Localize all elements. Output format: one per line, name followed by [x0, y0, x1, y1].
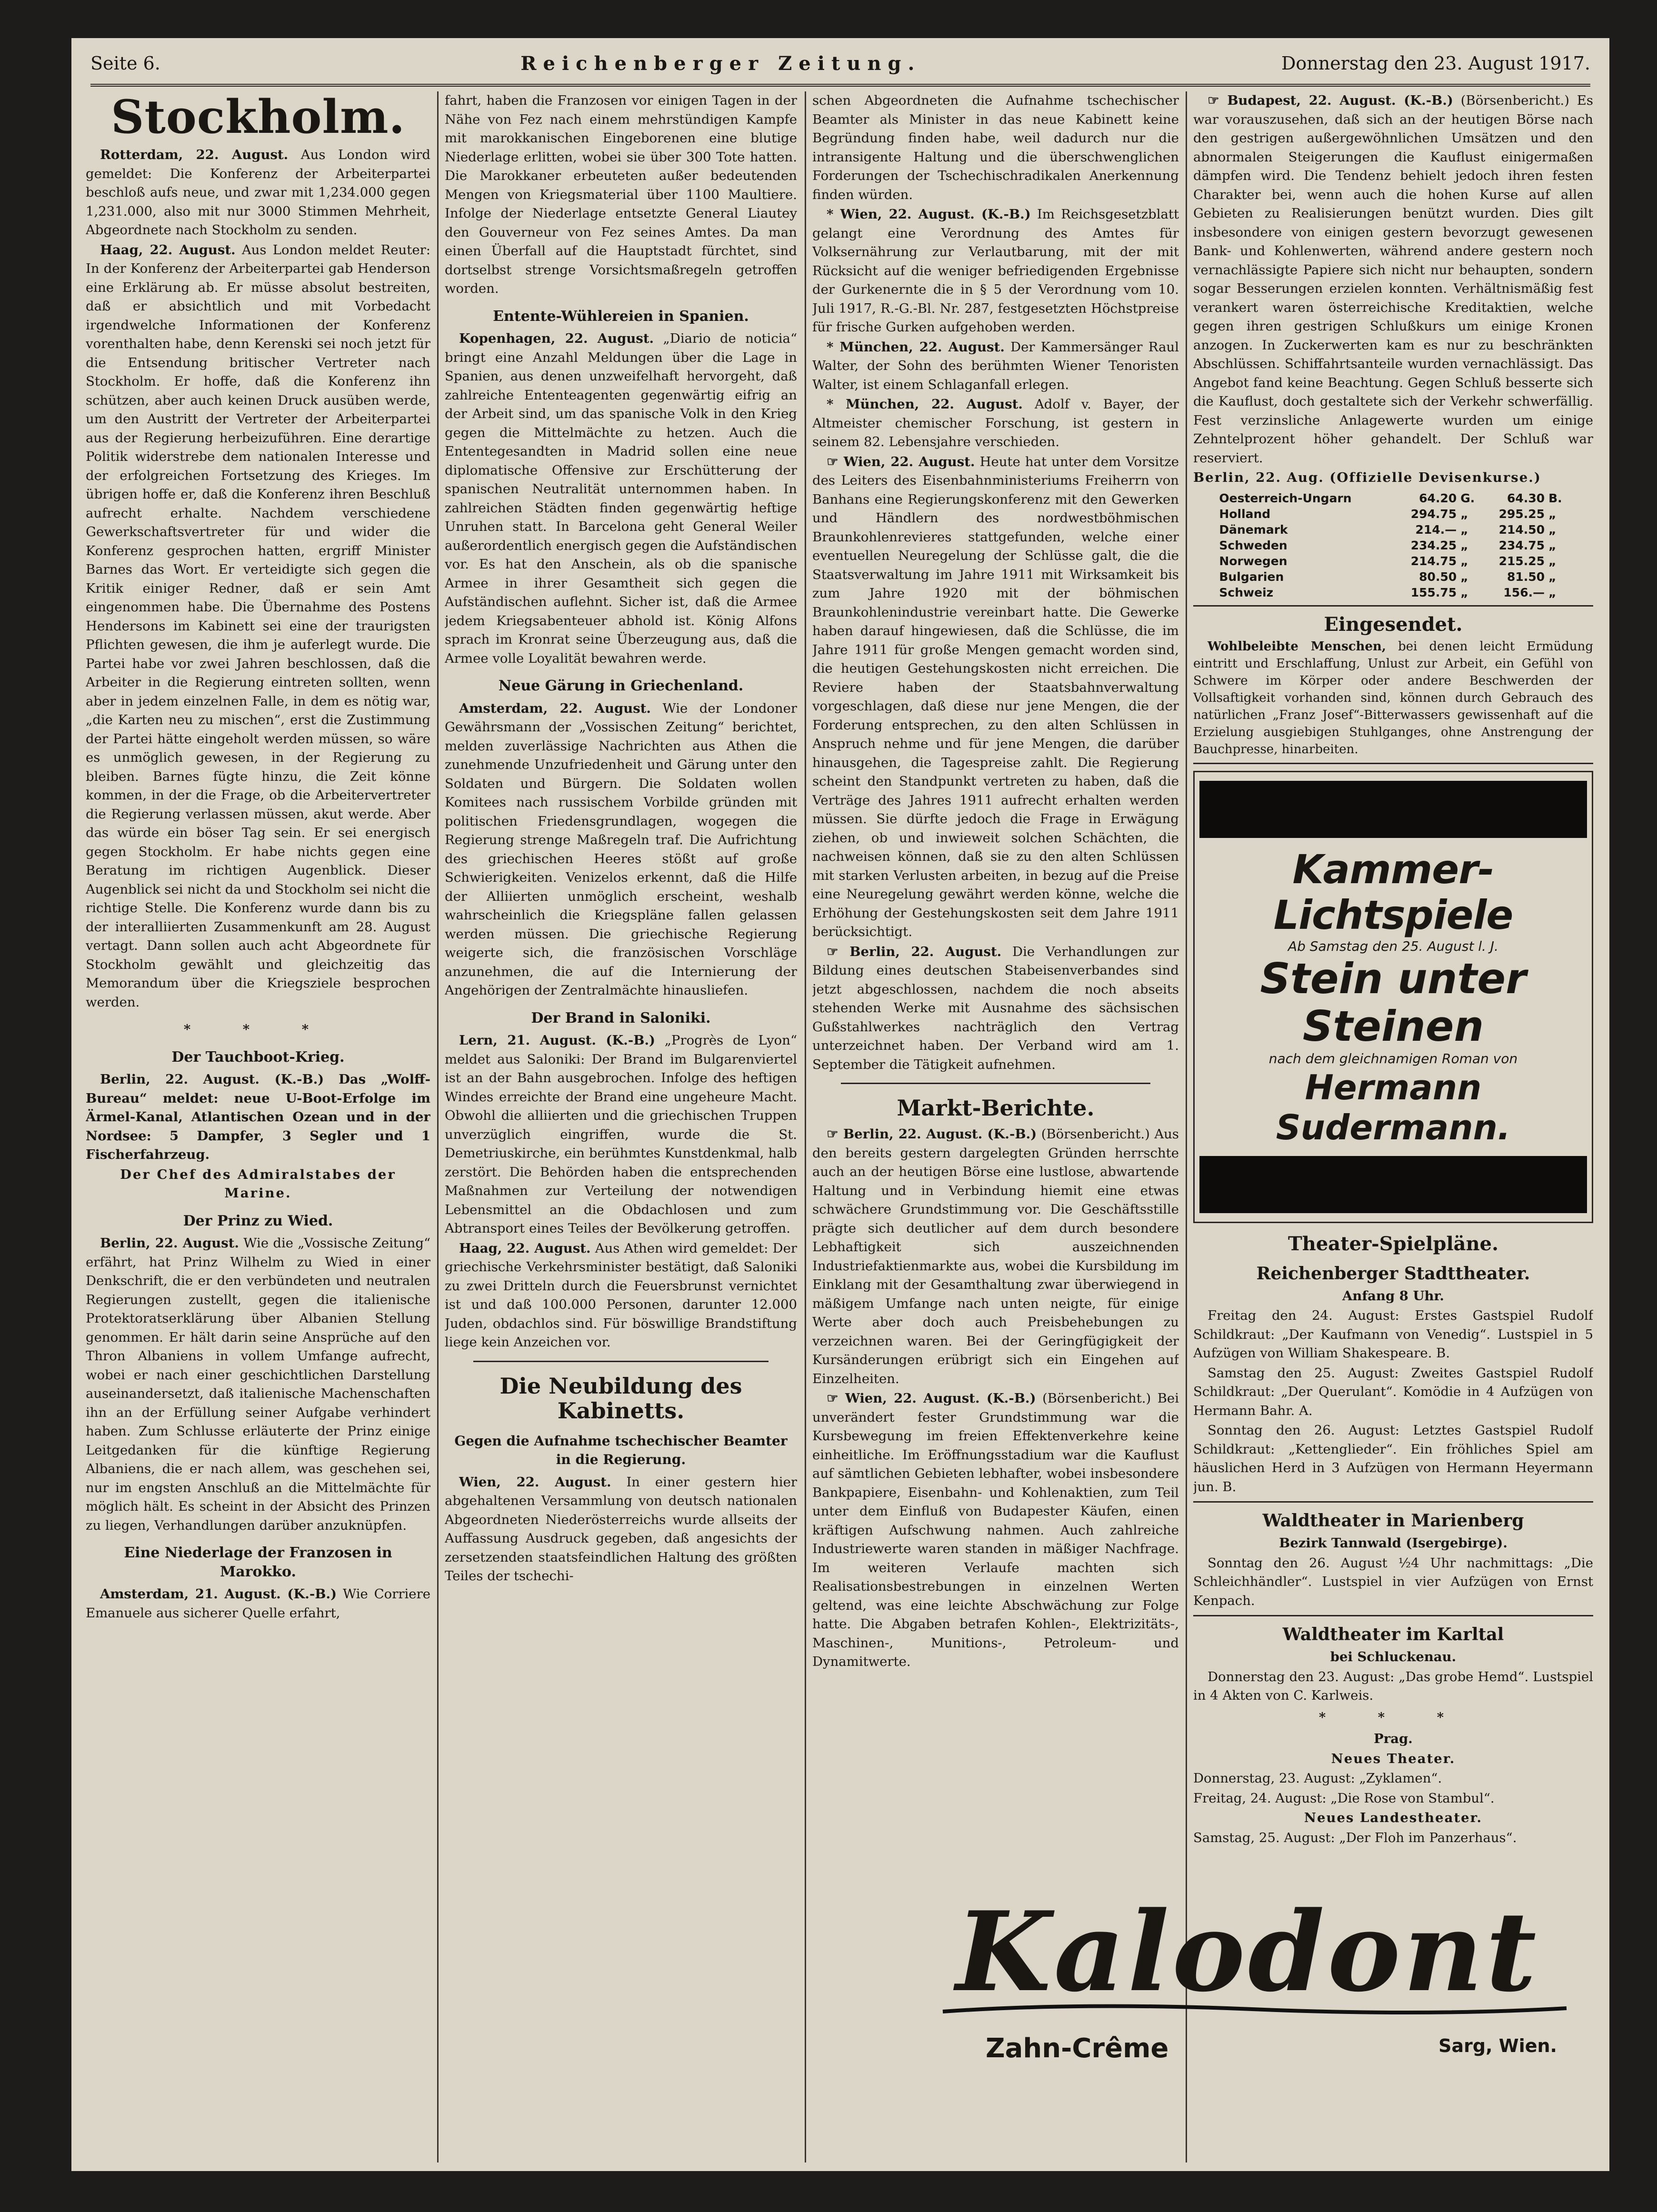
theater-listing: Samstag, 25. August: „Der Floh im Panzerhaus“.: [1193, 1830, 1517, 1845]
theater-start: Anfang 8 Uhr.: [1342, 1288, 1444, 1304]
fx-row: [1217, 569, 1569, 585]
page-number: Seite 6.: [90, 53, 160, 74]
fx-buy: 234.25: [1410, 538, 1457, 552]
fx-row: [1217, 538, 1569, 553]
section-stars: * * *: [1318, 1709, 1468, 1725]
article-paragraph: Berlin, 22. August. Wie die „Vossische Zeitung“ erfährt, hat Prinz Wilhelm zu Wied in einer Denkschrift, die er den verbündeten und neutralen Regierungen zustellt, gegen die italienische Protektoratserklärung über Albanien Stellung genommen. Er hält darin seine Ansprüche auf den Thron Albaniens in vollem Umfange aufrecht, wobei er nach einer geschichtlichen Darstellung auseinandersetzt, daß italienische Machenschaften ihn an der Erfüllung seiner Aufgabe verhindert haben. Zum Schlusse erläuterte der Prinz einige Leitgedanken für die künftige Regierung Albaniens, die er nach allem, was geschehen sei, nur im engsten Anschluß an die Mittelmächte für möglich hält. Es scheint in der Absicht des Prinzen zu liegen, Verhandlungen darüber anzuknüpfen.: [86, 1236, 430, 1533]
article-paragraph: Amsterdam, 22. August. Wie der Londoner Gewährsmann der „Vossischen Zeitung“ berichtet, melden zuverlässige Nachrichten aus Athen die zunehmende Unzufriedenheit und Gärung unter den Soldaten und Bürgern. Die Soldaten wollen Komitees nach russischem Vorbilde gründen mit politischen Friedensgrundlagen, wogegen die Regierung strenge Maßregeln traf. Die Aufrichtung des griechischen Heeres stößt auf große Schwierigkeiten. Venizelos erkennt, daß die Hilfe der Alliierten unmöglich erscheint, weshalb wahrscheinlich die Kriegspläne fallen gelassen werden müssen. Die griechische Regierung weigerte sich, die französischen Vorschläge anzunehmen, die auf die Internierung der Angehörigen der Zentralmächte hinausliefen.: [445, 700, 797, 998]
subheading: Der Tauchboot-Krieg.: [171, 1048, 345, 1066]
neues-landestheater: Neues Landestheater.: [1304, 1810, 1483, 1825]
subheading: Entente-Wühlereien in Spanien.: [493, 308, 749, 325]
kalodont-ad: [919, 1890, 1600, 2090]
eingesendet-title: Eingesendet.: [1324, 613, 1463, 636]
fx-buy-mark: G.: [1460, 491, 1475, 505]
page-header: [90, 47, 1590, 80]
article-paragraph: * München, 22. August. Der Kammersänger Raul Walter, der Sohn des berühmten Wiener Tenoristen Walter, ist einem Schlaganfall erlegen.: [812, 339, 1179, 392]
article-paragraph: * München, 22. August. Adolf v. Bayer, der Altmeister chemischer Forschung, ist gestern in seinem 82. Lebensjahre verschieden.: [812, 397, 1179, 449]
fx-buy-mark: „: [1460, 554, 1468, 568]
article-paragraph: ☞ Wien, 22. August. Heute hat unter dem Vorsitze des Leiters des Eisenbahnministeriums Freiherrn von Banhans eine Regierungskonferenz mit den Gewerken und Händlern des nordwestböhmischen Braunkohlenrevieres stattgefunden, welche einer eventuellen Neuregelung der Schlüsse galt, die die Staatsverwaltung im Jahre 1911 mit Wirksamkeit bis zum Jahre 1920 mit der böhmischen Braunkohlenindustrie vereinbart hatte. Die Gewerke haben darauf hingewiesen, daß die Schlüsse, die im Jahre 1911 für große Mengen gemacht worden sind, die heutigen Gestehungskosten nicht erreichen. Die Reviere haben der Staatsbahnverwaltung vorgeschlagen, daß diese nur jene Mengen, die der Forderung entsprechen, zu den alten Schlüssen in Anspruch nehme und für jene Mengen, die darüber hinausgehen, die Tagespreise zahlt. Die Regierung scheint den Standpunkt vertreten zu haben, daß die Verträge des Jahres 1911 aufrecht erhalten werden müssen. Sie dürfte jedoch die Frage in Erwägung ziehen, ob und inwieweit solchen Schächten, die nachweisen können, daß sie zu den alten Schlüssen mit starken Verlusten arbeiten, in bezug auf die Preise eine Neuregelung gewährt werden könne, welche die Erhöhung der Gestehungskosten seit dem Jahre 1911 berücksichtigt.: [812, 454, 1179, 939]
fx-sell: 81.50: [1507, 569, 1545, 584]
black-bar: [1199, 1156, 1587, 1213]
fx-buy: 294.75: [1410, 507, 1457, 521]
prag-heading: Prag.: [1374, 1731, 1413, 1746]
fx-title: Berlin, 22. Aug. (Offizielle Devisenkurse.): [1193, 470, 1541, 485]
fx-sell-mark: „: [1548, 585, 1557, 599]
column-4: [1193, 91, 1593, 1877]
article-paragraph: Wien, 22. August. In einer gestern hier abgehaltenen Versammlung von deutsch nationalen Abgeordneten Niederösterreichs wurde allseits der Auffassung Ausdruck gegeben, daß angesichts der zersetzenden staatsfeindlichen Haltung des größten Teiles der tschechi-: [445, 1474, 797, 1584]
column-2: [445, 91, 797, 2162]
ad-date: Ab Samstag den 25. August l. J.: [1288, 938, 1499, 954]
headline-stockholm: Stockholm.: [111, 91, 405, 144]
column-divider: [805, 91, 806, 2162]
kammer-lichtspiele-ad: [1193, 771, 1593, 1223]
article-paragraph: Kopenhagen, 22. August. „Diario de noticia“ bringt eine Anzahl Meldungen über die Lage in Spanien, aus denen unzweifelhaft hervorgeht, daß zahlreiche Ententeagenten gegenwärtig eifrig an der Arbeit sind, um das spanische Volk in den Krieg gegen die Mittelmächte zu hetzen. Auch die Ententegesandten in Madrid sollen eine neue diplomatische Offensive zur Erschütterung der spanischen Neutralität unternommen haben. In zahlreichen Städten finden gegenwärtig heftige Unruhen statt. In Barcelona geht General Weiler außerordentlich energisch gegen die Aufständischen vor. Es hat den Anschein, als ob die spanische Armee in ihrer Gesamtheit sich gegen die Aufständischen auflehnt. Sicher ist, daß die Armee jedem Kriegsabenteuer abhold ist. König Alfons sprach im Kronrat seine Überzeugung aus, daß die Armee volle Loyalität bewahren werde.: [445, 331, 797, 666]
fx-buy: 155.75: [1410, 585, 1457, 599]
subheading: Gegen die Aufnahme tschechischer Beamter in die Regierung.: [454, 1433, 788, 1467]
article-paragraph: Rotterdam, 22. August. Aus London wird gemeldet: Die Konferenz der Arbeiterpartei beschloß aufs neue, und zwar mit 1,234.000 gegen 1,231.000, also mit nur 3000 Stimmen Mehrheit, Abgeordnete nach Stockholm zu senden.: [86, 147, 430, 238]
fx-sell: 64.30: [1507, 491, 1545, 505]
subheading: Der Brand in Saloniki.: [531, 1009, 711, 1026]
fx-sell: 214.50: [1498, 522, 1545, 537]
fx-buy: 80.50: [1419, 569, 1457, 584]
fx-row: [1217, 522, 1569, 538]
fx-country: Holland: [1219, 507, 1271, 521]
theater-listing: Sonntag den 26. August ½4 Uhr nachmittags: „Die Schleichhändler“. Lustspiel in vier Aufzügen von Ernst Kenpach.: [1193, 1555, 1593, 1608]
subheading: Der Prinz zu Wied.: [183, 1212, 333, 1229]
big-headline: Die Neubildung des Kabinetts.: [499, 1373, 742, 1424]
kalodont-brand: Kalodont: [956, 1888, 1539, 2016]
waldtheater-marienberg-sub: Bezirk Tannwald (Isergebirge).: [1279, 1535, 1507, 1551]
fx-sell: 215.25: [1498, 554, 1545, 568]
neues-theater: Neues Theater.: [1331, 1751, 1456, 1766]
newspaper-title: Reichenberger Zeitung.: [520, 52, 921, 75]
kalodont-product: Zahn-Crême: [986, 2033, 1169, 2064]
fx-sell-mark: „: [1548, 538, 1557, 552]
section-stars: * * *: [183, 1022, 333, 1037]
fx-buy: 64.20: [1419, 491, 1457, 505]
fx-sell: 234.75: [1498, 538, 1545, 552]
section-rule: [1193, 1501, 1593, 1503]
waldtheater-karltal-sub: bei Schluckenau.: [1330, 1649, 1457, 1664]
kalodont-swash: [938, 2000, 1571, 2019]
theater-listing: Donnerstag den 23. August: „Das grobe Hemd“. Lustspiel in 4 Akten von C. Karlweis.: [1193, 1669, 1593, 1703]
film-title: Stein unter Steinen: [1260, 954, 1527, 1051]
waldtheater-karltal: Waldtheater im Karltal: [1282, 1624, 1504, 1644]
article-paragraph: Haag, 22. August. Aus Athen wird gemeldet: Der griechische Verkehrsminister bestätigt, daß Saloniki zu zwei Dritteln durch die Feuersbrunst vernichtet ist und daß 100.000 Personen, darunter 12.000 Juden, obdachlos sind. Für böswillige Brandstiftung liege kein Anzeichen vor.: [445, 1240, 797, 1350]
fx-buy-mark: „: [1460, 538, 1468, 552]
article-paragraph: schen Abgeordneten die Aufnahme tschechischer Beamter als Minister in das neue Kabinett keine Begründung finden habe, weil dadurch nur die intransigente Haltung und die überschwenglichen Forderungen der Tschechischradikalen Anerkennung finden würden.: [812, 93, 1179, 202]
fx-row: [1217, 553, 1569, 569]
fx-sell-mark: „: [1548, 554, 1557, 568]
fx-sell-mark: „: [1548, 569, 1557, 584]
issue-date: Donnerstag den 23. August 1917.: [1281, 53, 1590, 74]
section-rule: [1193, 605, 1593, 607]
fx-sell-mark: „: [1548, 522, 1557, 537]
fx-country: Norwegen: [1219, 554, 1288, 568]
fx-country: Schweiz: [1219, 585, 1274, 599]
kalodont-maker: Sarg, Wien.: [1438, 2035, 1557, 2056]
article-paragraph: Berlin, 22. August. (K.-B.) Das „Wolff-Bureau“ meldet: neue U-Boot-Erfolge im Ärmel-Kanal, Atlantischen Ozean und in der Nordsee: 5 Dampfer, 3 Segler und 1 Fischerfahrzeug.: [86, 1072, 430, 1162]
section-rule: [841, 1083, 1150, 1084]
subheading: Neue Gärung in Griechenland.: [498, 678, 744, 694]
article-paragraph: ☞ Berlin, 22. August. (K.-B.) (Börsenbericht.) Aus den bereits gestern dargelegten Gründen herrschte auch an der heutigen Börse eine lustlose, abwartende Haltung und in Verbindung hiemit eine etwas schwächere Grundstimmung vor. Die Geschäftsstille prägte sich deutlicher auf dem durch besondere Lebhaftigkeit sich auszeichnenden Industriefaktienmarkte aus, wobei die Kursbildung im Einklang mit der Gesamthaltung zwar überwiegend in mäßigem Umfange nach unten neigte, für einige Werte aber doch auch Preisbehebungen zu verzeichnen waren. Bei der Geringfügigkeit der Kursänderungen erübrigt sich ein Eingehen auf Einzelheiten.: [812, 1126, 1179, 1386]
ad-novel-note: nach dem gleichnamigen Roman von: [1268, 1050, 1518, 1066]
fx-country: Bulgarien: [1219, 569, 1284, 584]
fx-buy-mark: „: [1460, 507, 1468, 521]
theater-listing: Freitag, 24. August: „Die Rose von Stambul“.: [1193, 1790, 1495, 1806]
header-rule: [90, 84, 1590, 87]
column-3: [812, 91, 1179, 1877]
column-divider: [1186, 91, 1187, 2162]
article-paragraph: ☞ Berlin, 22. August. Die Verhandlungen zur Bildung eines deutschen Stabeisenverbandes sind jetzt abgeschlossen, nachdem die noch abseits stehenden Werke mit Ausnahme des sächsischen Gußstahlwerkes nachträglich den Vertrag unterzeichnet haben. Der Verband wird am 1. September die Tätigkeit aufnehmen.: [812, 944, 1179, 1072]
fx-sell-mark: B.: [1548, 491, 1562, 505]
section-rule: [1193, 1615, 1593, 1616]
theater-title: Theater-Spielpläne.: [1288, 1232, 1499, 1255]
article-paragraph: Haag, 22. August. Aus London meldet Reuter: In der Konferenz der Arbeiterpartei gab Henderson eine Erklärung ab. Er müsse absolut bestreiten, daß er absichtlich und mit Vorbedacht irgendwelche Informationen der Konferenz vorenthalten habe, denn Kerenski sei noch jetzt für die Entsendung britischer Vertreter nach Stockholm. Er hoffe, daß die Konferenz ihn schützen, aber auch keinen Druck ausüben werde, um den Austritt der Vertreter der Arbeiterpartei aus der Regierung herbeizuführen. Eine derartige Politik widerstrebe dem nationalen Interesse und der erfolgreichen Fortsetzung des Krieges. Im übrigen hoffe er, daß die Konferenz ihren Beschluß aufrecht erhalte. Nachdem verschiedene Gewerkschaftsvertreter für und wider die Konferenz gesprochen hatten, ergriff Minister Barnes das Wort. Er verteidigte sich gegen die Kritik einiger Redner, daß er sein Amt eingenommen habe. Die Übernahme des Postens Hendersons im Kabinett sei eine der traurigsten Pflichten gewesen, die ihm je auferlegt wurde. Die Partei habe vor zwei Jahren beschlossen, daß die Arbeiter in die Regierung eintreten sollten, wenn aber in jedem einzelnen Falle, in dem es nötig war, „die Karten neu zu mischen“, erst die Zustimmung der Partei hätte eingeholt werden müssen, so wäre es unmöglich gewesen, in der Regierung zu bleiben. Barnes fügte hinzu, die Zeit könne kommen, in der die Frage, ob die Arbeitervertreter die Regierung verlassen müssen, akut werde. Aber das würde ein böser Tag sein. Er sei energisch gegen Stockholm. Er habe nichts gegen eine Beratung im richtigen Augenblick. Dieser Augenblick sei nicht da und Stockholm sei nicht die richtige Stelle. Die Konferenz wurde dann bis zu der interalliierten Zusammenkunft am 28. August vertagt. Dann sollen auch acht Abgeordnete für Stockholm gewählt und gleichzeitig das Memorandum über die Kriegsziele besprochen werden.: [86, 242, 430, 1010]
theater-listing: Donnerstag, 23. August: „Zyklamen“.: [1193, 1771, 1442, 1786]
fx-row: [1217, 490, 1569, 506]
cinema-name: Kammer-Lichtspiele: [1273, 846, 1513, 938]
fx-row: [1217, 506, 1569, 522]
theater-listing: Freitag den 24. August: Erstes Gastspiel Rudolf Schildkraut: „Der Kaufmann von Venedig“. Lustspiel in 5 Aufzügen von William Shakespeare. B.: [1193, 1308, 1593, 1361]
signature: Der Chef des Admiralstabes der Marine.: [120, 1166, 396, 1201]
big-headline: Markt-Berichte.: [897, 1095, 1095, 1121]
fx-sell-mark: „: [1548, 507, 1557, 521]
fx-buy-mark: „: [1460, 522, 1468, 537]
fx-buy-mark: „: [1460, 585, 1468, 599]
theater-subtitle: Reichenberger Stadttheater.: [1256, 1263, 1530, 1284]
article-paragraph: ☞ Wien, 22. August. (K.-B.) (Börsenbericht.) Bei unverändert fester Grundstimmung war die Kursbewegung im freien Effektenverkehre keine einheitliche. Im Eröffnungsstadium war die Kauflust auf sämtlichen Gebieten lebhafter, wobei insbesondere Bankpapiere, Eisenbahn- und Kohlenaktien, zum Teil unter dem Einfluß von Budapester Käufen, einen kräftigen Aufschwung nahmen. Auch zahlreiche Industriewerte waren standen in mäßiger Nachfrage. Im weiteren Verlaufe machten sich Realisationsbestrebungen in einzelnen Werten geltend, was eine leichte Abschwächung zur Folge hatte. Die Abgaben betrafen Kohlen-, Elektrizitäts-, Maschinen-, Munitions-, Petroleum- und Dynamitwerte.: [812, 1391, 1179, 1669]
article-paragraph: Lern, 21. August. (K.-B.) „Progrès de Lyon“ meldet aus Saloniki: Der Brand im Bulgarenviertel ist an der Bahn ausgebrochen. Infolge des heftigen Windes erreichte der Brand eine ungeheure Macht. Obwohl die alliierten und die griechischen Truppen unverzüglich eingriffen, wurde die St. Demetriuskirche, ein berühmtes Kunstdenkmal, halb zerstört. Die Behörden haben die entsprechenden Maßnahmen zur Verteilung der notwendigen Lebensmittel an die Obdachlosen und zum Abtransport eines Teiles der Bevölkerung getroffen.: [445, 1033, 797, 1236]
article-paragraph: ☞ Budapest, 22. August. (K.-B.) (Börsenbericht.) Es war vorauszusehen, daß sich an der heutigen Börse nach den gestrigen außergewöhnlichen Umsätzen und den abnormalen Steigerungen die Kauflust einigermaßen dämpfen wird. Die Tendenz behielt jedoch ihren festen Charakter bei, wenn auch die hohen Kurse auf allen Gebieten zu Realisierungen benützt wurden. Dies gilt insbesondere von einigen gestern bevorzugt gewesenen Bank- und Kohlenwerten, während andere gestern noch vernachlässigte Papiere sich nicht nur behaupten, sondern sogar Besserungen erzielen konnten. Verhältnismäßig fest verankert waren österreichische Kreditaktien, welche gegen ihren gestrigen Schlußkurs um einige Kronen anzogen. In Zuckerwerten kam es nur zu beschränkten Abschlüssen. Schiffahrtsanteile wurden vernachlässigt. Das Angebot fand keine Beachtung. Gegen Schluß besserte sich die Kauflust, doch gestaltete sich der Verkehr schwerfällig. Fest verzinsliche Anlagewerte wurden um einige Zehntelprozent höher gehandelt. Der Schluß war reserviert.: [1193, 93, 1593, 466]
theater-listing: Samstag den 25. August: Zweites Gastspiel Rudolf Schildkraut: „Der Querulant“. Komödie in 4 Aufzügen von Hermann Bahr. A.: [1193, 1365, 1593, 1418]
fx-country: Dänemark: [1219, 522, 1288, 537]
section-rule: [473, 1361, 769, 1362]
article-paragraph: * Wien, 22. August. (K.-B.) Im Reichsgesetzblatt gelangt eine Verordnung des Amtes für Volksernährung zur Verlautbarung, mit der mit Rücksicht auf die weniger befriedigenden Ergebnisse der Gurkenernte die in § 5 der Verordnung vom 10. Juli 1917, R.-G.-Bl. Nr. 287, festgesetzten Höchstpreise für frische Gurken aufgehoben werden.: [812, 207, 1179, 335]
theater-listing: Sonntag den 26. August: Letztes Gastspiel Rudolf Schildkraut: „Kettenglieder“. Ein fröhliches Spiel am häuslichen Herd in 3 Aufzügen von Hermann Heyermann jun. B.: [1193, 1423, 1593, 1495]
eingesendet-text: Wohlbeleibte Menschen, bei denen leicht Ermüdung eintritt und Erschlaffung, Unlust zur Arbeit, ein Gefühl von Schwere im Körper oder andere Beschwerden der Vollsaftigkeit vorhanden sind, können durch Gebrauch des natürlichen „Franz Josef“-Bitterwassers gewissenhaft auf die Erzielung ausgiebigen Stuhlganges, ohne Anstrengung der Bauchpresse, hinarbeiten.: [1193, 639, 1593, 757]
column-divider: [437, 91, 439, 2162]
fx-row: [1217, 585, 1569, 600]
fx-country: Schweden: [1219, 538, 1288, 552]
newspaper-page: [71, 38, 1609, 2171]
article-paragraph: Amsterdam, 21. August. (K.-B.) Wie Corriere Emanuele aus sicherer Quelle erfahrt,: [86, 1586, 430, 1621]
fx-buy: 214.75: [1410, 554, 1457, 568]
fx-buy: 214.—: [1415, 522, 1457, 537]
fx-buy-mark: „: [1460, 569, 1468, 584]
column-1: [86, 91, 430, 2162]
fx-country: Oesterreich-Ungarn: [1219, 491, 1352, 505]
black-bar: [1199, 781, 1587, 838]
article-paragraph: fahrt, haben die Franzosen vor einigen Tagen in der Nähe von Fez nach einem mehrstündigen Kampfe mit marokkanischen Eingeborenen eine blutige Niederlage erlitten, wobei sie über 300 Tote hatten. Die Marokkaner erbeuteten außer bedeutenden Mengen von Kriegsmaterial über 1100 Maultiere. Infolge der Niederlage entsetzte General Liautey den Gouverneur von Fez seines Amtes. Da man einen Überfall auf die Hauptstadt fürchtet, sind dortselbst strenge Vorsichtsmaßregeln getroffen worden.: [445, 93, 797, 296]
exchange-rate-table: [1217, 490, 1569, 600]
waldtheater-marienberg: Waldtheater in Marienberg: [1262, 1511, 1524, 1531]
ad-author: Hermann Sudermann.: [1276, 1067, 1511, 1147]
fx-sell: 295.25: [1498, 507, 1545, 521]
section-rule: [1193, 763, 1593, 764]
fx-sell: 156.—: [1503, 585, 1545, 599]
subheading: Eine Niederlage der Franzosen in Marokko.: [124, 1544, 392, 1580]
